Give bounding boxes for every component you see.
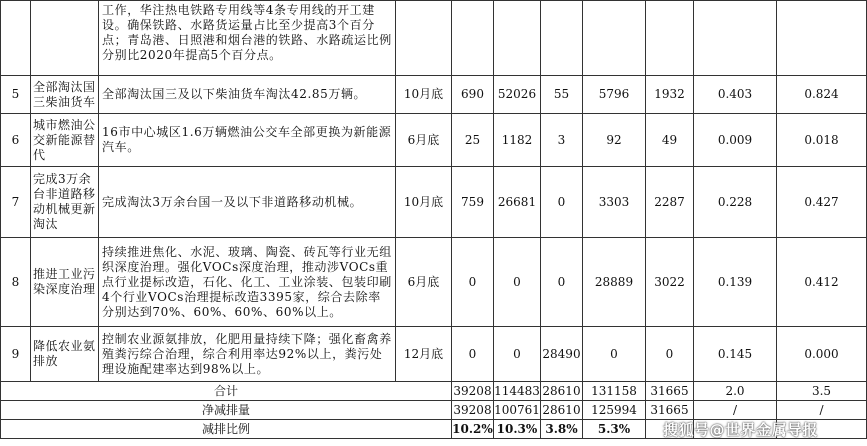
value-cell: 31665: [646, 382, 694, 401]
table-row: [1, 76, 867, 114]
row-number: 9: [1, 327, 31, 382]
deadline-cell: 6月底: [396, 238, 452, 327]
value-cell: 2.0: [694, 382, 777, 401]
value-cell: 0.000: [777, 327, 867, 382]
value-cell: 0.228: [694, 167, 777, 238]
task-name: 推进工业污染深度治理: [31, 238, 99, 327]
value-cell: 0: [452, 327, 494, 382]
value-cell: /: [694, 401, 777, 420]
measure-cell: 全部淘汰国三及以下柴油货车淘汰42.85万辆。: [99, 76, 396, 114]
row-number: 5: [1, 76, 31, 114]
measure-cell: 持续推进焦化、水泥、玻璃、陶瓷、砖瓦等行业无组织深度治理。强化VOCs深度治理，推动涉VOCs重点行业提标改造，石化、化工、工业涂装、包装印刷4个行业VOCs治理提标改造3395家，综合去除率分别达到70%、60%、60%、60%以上。: [99, 238, 396, 327]
value-cell: 690: [452, 76, 494, 114]
value-cell: 28889: [583, 238, 646, 327]
measure-cell: 工作，华注热电铁路专用线等4条专用线的开工建设。确保铁路、水路货运量占比至少提高3个百分点；青岛港、日照港和烟台港的铁路、水路疏运比例分别比2020年提高5个百分点。: [99, 1, 396, 76]
value-cell: 0.412: [777, 238, 867, 327]
value-cell: 92: [583, 114, 646, 167]
value-cell: 0.139: [694, 238, 777, 327]
table-row: [1, 114, 867, 167]
value-cell: 10.2%: [452, 420, 494, 439]
net-reduction-label: 净减排量: [1, 401, 452, 420]
value-cell: 3: [541, 114, 583, 167]
value-cell: /: [777, 401, 867, 420]
value-cell: 125994: [583, 401, 646, 420]
value-cell: 28610: [541, 382, 583, 401]
value-cell: 3022: [646, 238, 694, 327]
deadline-cell: 10月底: [396, 167, 452, 238]
value-cell: 3303: [583, 167, 646, 238]
value-cell: 31665: [646, 401, 694, 420]
value-cell: 52026: [494, 76, 541, 114]
value-cell: 114483: [494, 382, 541, 401]
measure-cell: 控制农业源氨排放，化肥用量持续下降；强化畜禽养殖粪污综合治理，综合利用率达92%以上，粪污处理设施配建率达到98%以上。: [99, 327, 396, 382]
value-cell: 39208: [452, 382, 494, 401]
task-name: 全部淘汰国三柴油货车: [31, 76, 99, 114]
table-row: [1, 1, 867, 76]
value-cell: 131158: [583, 382, 646, 401]
value-cell: 0: [494, 327, 541, 382]
deadline-cell: 10月底: [396, 76, 452, 114]
row-number: 6: [1, 114, 31, 167]
value-cell: 2287: [646, 167, 694, 238]
value-cell: 759: [452, 167, 494, 238]
value-cell: 55: [541, 76, 583, 114]
value-cell: 39208: [452, 401, 494, 420]
total-label: 合计: [1, 382, 452, 401]
value-cell: 49: [646, 114, 694, 167]
task-name: 城市燃油公交新能源替代: [31, 114, 99, 167]
value-cell: 1932: [646, 76, 694, 114]
value-cell: 26681: [494, 167, 541, 238]
value-cell: 28490: [541, 327, 583, 382]
value-cell: 28610: [541, 401, 583, 420]
measure-cell: 完成淘汰3万余台国一及以下非道路移动机械。: [99, 167, 396, 238]
value-cell: 0.403: [694, 76, 777, 114]
value-cell: 3.8%: [541, 420, 583, 439]
watermark: 搜狐号@世界金属导报: [662, 421, 818, 439]
value-cell: 0.009: [694, 114, 777, 167]
value-cell: 0.427: [777, 167, 867, 238]
value-cell: 10.3%: [494, 420, 541, 439]
value-cell: 0: [452, 238, 494, 327]
deadline-cell: 6月底: [396, 114, 452, 167]
value-cell: 0: [541, 238, 583, 327]
value-cell: 3.5: [777, 382, 867, 401]
value-cell: 0.145: [694, 327, 777, 382]
table-row: [1, 238, 867, 327]
measure-cell: 16市中心城区1.6万辆燃油公交车全部更换为新能源汽车。: [99, 114, 396, 167]
task-name: 完成3万余台非道路移动机械更新淘汰: [31, 167, 99, 238]
row-number: 8: [1, 238, 31, 327]
value-cell: 25: [452, 114, 494, 167]
value-cell: 5796: [583, 76, 646, 114]
table-row: [1, 327, 867, 382]
value-cell: 0.824: [777, 76, 867, 114]
value-cell: 0: [583, 327, 646, 382]
value-cell: 5.3%: [583, 420, 646, 439]
deadline-cell: 12月底: [396, 327, 452, 382]
value-cell: 0: [541, 167, 583, 238]
row-number: 7: [1, 167, 31, 238]
value-cell: 0: [494, 238, 541, 327]
net-reduction-row: [1, 401, 867, 420]
value-cell: 1182: [494, 114, 541, 167]
total-row: [1, 382, 867, 401]
task-name: 降低农业氨排放: [31, 327, 99, 382]
reduction-ratio-label: 减排比例: [1, 420, 452, 439]
value-cell: 0: [646, 327, 694, 382]
value-cell: 100761: [494, 401, 541, 420]
table-row: [1, 167, 867, 238]
value-cell: 0.018: [777, 114, 867, 167]
